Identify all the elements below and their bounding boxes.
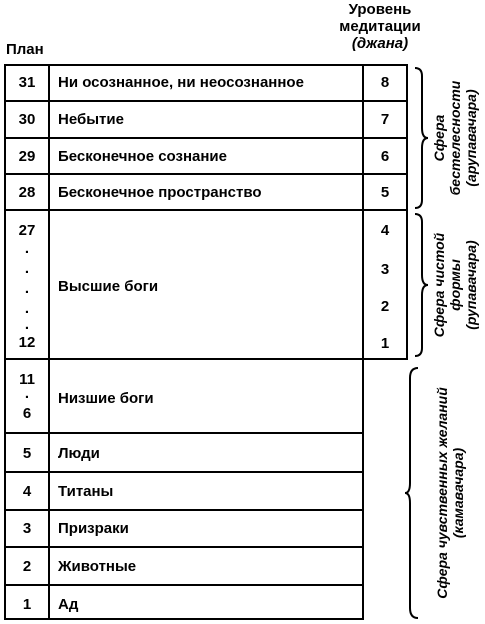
plan-number: 28	[18, 184, 36, 201]
plan-number-bottom: 6	[22, 405, 32, 422]
plan-number: 30	[18, 111, 36, 128]
row-divider	[4, 173, 408, 175]
sphere-label-line: Сфера чистой	[431, 232, 447, 338]
jhana-level: 3	[380, 261, 390, 278]
plan-number: 4	[22, 483, 32, 500]
meditation-level-header-line2: медитации	[339, 18, 421, 35]
sphere-label-line: бестелесности	[447, 80, 463, 196]
jhana-column	[362, 64, 408, 360]
jhana-level: 2	[380, 298, 390, 315]
plane-name: Бесконечное сознание	[58, 148, 227, 165]
plane-name: Люди	[58, 445, 100, 462]
plan-number: 29	[18, 148, 36, 165]
plane-name: Ад	[58, 596, 79, 613]
row-divider	[4, 100, 408, 102]
plan-dot: .	[24, 316, 30, 333]
plane-name: Небытие	[58, 111, 124, 128]
plan-number-top: 11	[19, 371, 35, 388]
plan-dot: .	[24, 300, 30, 317]
plane-name: Бесконечное пространство	[58, 184, 262, 201]
row-divider	[4, 209, 408, 211]
plan-number: 2	[22, 558, 32, 575]
plan-number-top: 27	[18, 222, 36, 239]
sphere-label-kama	[434, 368, 468, 618]
row-divider	[4, 584, 364, 586]
jhana-level: 7	[380, 111, 390, 128]
sphere-label-line: (рупавачара)	[463, 240, 479, 330]
row-divider	[4, 137, 408, 139]
row-divider	[4, 471, 364, 473]
sphere-label-rupa	[431, 210, 479, 360]
plane-name: Высшие боги	[58, 278, 159, 295]
jhana-level: 4	[380, 222, 390, 239]
jhana-level: 8	[380, 74, 390, 91]
jhana-level: 6	[380, 148, 390, 165]
plane-name: Ни осознанное, ни неосознанное	[58, 74, 304, 91]
row-divider	[4, 358, 364, 360]
sphere-brace-rupa	[412, 212, 432, 358]
sphere-label-line: формы	[447, 259, 463, 311]
sphere-label-arupa	[431, 63, 479, 213]
row-divider	[4, 432, 364, 434]
plan-dot: .	[24, 260, 30, 277]
plan-dot: .	[24, 280, 30, 297]
meditation-level-header-line1: Уровень	[348, 1, 412, 18]
meditation-level-column-header	[330, 1, 430, 52]
plan-number: 31	[18, 74, 36, 91]
plane-name: Животные	[58, 558, 137, 575]
sphere-label-line: Сфера чувственных желаний	[434, 387, 450, 599]
plan-number: 1	[22, 596, 32, 613]
row-divider	[4, 509, 364, 511]
sphere-label-line: (арупавачара)	[463, 89, 479, 187]
jhana-level: 1	[380, 335, 390, 352]
meditation-level-header-line3: (джана)	[351, 35, 409, 52]
plane-name: Призраки	[58, 520, 129, 537]
plan-column-header: План	[6, 41, 44, 58]
row-divider	[4, 546, 364, 548]
plan-dot: .	[24, 240, 30, 257]
sphere-brace-kama	[404, 366, 426, 620]
plan-dot: .	[24, 385, 30, 402]
plane-name: Титаны	[58, 483, 114, 500]
sphere-label-line: Сфера	[431, 114, 447, 162]
plane-name: Низшие боги	[58, 390, 154, 407]
plan-number: 5	[22, 445, 32, 462]
sphere-label-line: (камавачара)	[450, 447, 466, 539]
jhana-level: 5	[380, 184, 390, 201]
plan-number-bottom: 12	[18, 334, 36, 351]
sphere-brace-arupa	[412, 66, 432, 210]
plan-number: 3	[22, 520, 32, 537]
